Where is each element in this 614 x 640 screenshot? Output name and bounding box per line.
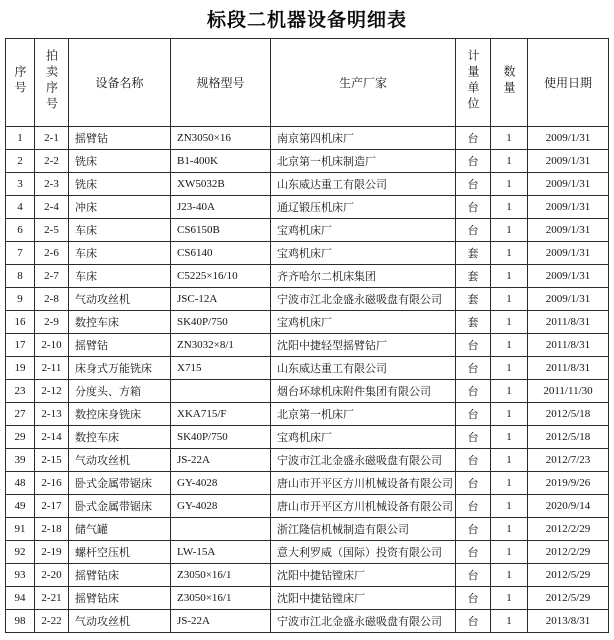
cell: 1 <box>491 518 528 541</box>
header-label: 拍卖序号 <box>44 48 59 113</box>
cell: 摇臂钻 <box>69 334 171 357</box>
header-label: 序号 <box>13 64 27 97</box>
cell <box>171 518 271 541</box>
cell: 2 <box>6 150 35 173</box>
cell: 1 <box>491 426 528 449</box>
cell: 1 <box>491 219 528 242</box>
cell: 沈阳中捷钻镗床厂 <box>271 587 456 610</box>
cell: 1 <box>491 357 528 380</box>
cell: 北京第一机床制造厂 <box>271 150 456 173</box>
cell: 2013/8/31 <box>528 610 609 633</box>
cell: GY-4028 <box>171 472 271 495</box>
cell: 2-12 <box>35 380 69 403</box>
cell: 1 <box>491 265 528 288</box>
cell: 车床 <box>69 265 171 288</box>
cell: 台 <box>456 426 491 449</box>
cell: 2009/1/31 <box>528 127 609 150</box>
cell: 49 <box>6 495 35 518</box>
table-row <box>6 265 609 288</box>
cell: 2-2 <box>35 150 69 173</box>
cell: 2-11 <box>35 357 69 380</box>
cell: 数控车床 <box>69 426 171 449</box>
cell: 2009/1/31 <box>528 196 609 219</box>
cell: 1 <box>491 311 528 334</box>
header-label: 使用日期 <box>543 76 592 90</box>
cell: Z3050×16/1 <box>171 587 271 610</box>
cell: 16 <box>6 311 35 334</box>
cell: 台 <box>456 173 491 196</box>
equipment-table <box>5 38 609 633</box>
cell: 2012/7/23 <box>528 449 609 472</box>
table-row <box>6 472 609 495</box>
cell: 套 <box>456 265 491 288</box>
cell: 台 <box>456 587 491 610</box>
cell: 意大利罗威（国际）投资有限公司 <box>271 541 456 564</box>
cell: 8 <box>6 265 35 288</box>
table-body <box>6 127 609 633</box>
table-row <box>6 173 609 196</box>
cell: 台 <box>456 472 491 495</box>
table-row <box>6 196 609 219</box>
cell: 19 <box>6 357 35 380</box>
cell: 39 <box>6 449 35 472</box>
cell: 螺杆空压机 <box>69 541 171 564</box>
cell: 台 <box>456 518 491 541</box>
table-row <box>6 242 609 265</box>
cell: J23-40A <box>171 196 271 219</box>
table-row <box>6 403 609 426</box>
cell: 1 <box>491 334 528 357</box>
cell: 23 <box>6 380 35 403</box>
cell: 98 <box>6 610 35 633</box>
cell: XW5032B <box>171 173 271 196</box>
cell: 山东威达重工有限公司 <box>271 173 456 196</box>
cell: 93 <box>6 564 35 587</box>
cell: 2-9 <box>35 311 69 334</box>
header-cell-3 <box>171 39 271 127</box>
cell: 冲床 <box>69 196 171 219</box>
cell: C5225×16/10 <box>171 265 271 288</box>
cell: 宝鸡机床厂 <box>271 426 456 449</box>
cell: 台 <box>456 357 491 380</box>
cell: 摇臂钻 <box>69 127 171 150</box>
cell: JS-22A <box>171 449 271 472</box>
cell: 2-19 <box>35 541 69 564</box>
cell: 2-3 <box>35 173 69 196</box>
cell: 2-20 <box>35 564 69 587</box>
cell: 通辽锻压机床厂 <box>271 196 456 219</box>
cell: 宁波市江北金盛永磁吸盘有限公司 <box>271 449 456 472</box>
cell: 48 <box>6 472 35 495</box>
cell: 2011/8/31 <box>528 311 609 334</box>
cell: SK40P/750 <box>171 311 271 334</box>
cell: 2019/9/26 <box>528 472 609 495</box>
cell: 宝鸡机床厂 <box>271 242 456 265</box>
table-row <box>6 219 609 242</box>
table-row <box>6 541 609 564</box>
cell: 套 <box>456 288 491 311</box>
cell: 山东威达重工有限公司 <box>271 357 456 380</box>
cell: 2-17 <box>35 495 69 518</box>
cell: 唐山市开平区方川机械设备有限公司 <box>271 472 456 495</box>
cell: 摇臂钻床 <box>69 564 171 587</box>
cell: 2020/9/14 <box>528 495 609 518</box>
cell: 台 <box>456 150 491 173</box>
header-label: 设备名称 <box>95 76 144 90</box>
table-row <box>6 495 609 518</box>
cell: 台 <box>456 564 491 587</box>
cell: 2-1 <box>35 127 69 150</box>
cell: 2012/2/29 <box>528 518 609 541</box>
cell: 气动攻丝机 <box>69 449 171 472</box>
cell: 27 <box>6 403 35 426</box>
cell: 南京第四机床厂 <box>271 127 456 150</box>
cell: 沈阳中捷钻镗床厂 <box>271 564 456 587</box>
cell: 宁波市江北金盛永磁吸盘有限公司 <box>271 288 456 311</box>
cell: 1 <box>491 449 528 472</box>
cell: 宝鸡机床厂 <box>271 219 456 242</box>
header-cell-7 <box>528 39 609 127</box>
cell: 2-18 <box>35 518 69 541</box>
cell: 台 <box>456 219 491 242</box>
cell: 沈阳中捷轻型摇臂钻厂 <box>271 334 456 357</box>
cell: 台 <box>456 449 491 472</box>
cell: CS6150B <box>171 219 271 242</box>
cell: 2009/1/31 <box>528 173 609 196</box>
cell: 4 <box>6 196 35 219</box>
cell: 齐齐哈尔二机床集团 <box>271 265 456 288</box>
header-cell-6 <box>491 39 528 127</box>
cell: 2012/5/18 <box>528 403 609 426</box>
header-label: 生产厂家 <box>338 76 387 90</box>
cell: 台 <box>456 541 491 564</box>
cell: 2-10 <box>35 334 69 357</box>
cell: 宝鸡机床厂 <box>271 311 456 334</box>
cell: 铣床 <box>69 150 171 173</box>
cell: 2-4 <box>35 196 69 219</box>
cell: 9 <box>6 288 35 311</box>
cell: 1 <box>491 472 528 495</box>
cell: 烟台环球机床附件集团有限公司 <box>271 380 456 403</box>
cell: 1 <box>6 127 35 150</box>
cell: 1 <box>491 288 528 311</box>
cell: 2-7 <box>35 265 69 288</box>
cell: 94 <box>6 587 35 610</box>
cell: 2011/8/31 <box>528 357 609 380</box>
cell: 91 <box>6 518 35 541</box>
table-row <box>6 426 609 449</box>
cell: 2-5 <box>35 219 69 242</box>
cell: 1 <box>491 173 528 196</box>
table-row <box>6 564 609 587</box>
cell: 1 <box>491 196 528 219</box>
cell: 台 <box>456 334 491 357</box>
cell: 2-8 <box>35 288 69 311</box>
cell: 车床 <box>69 242 171 265</box>
cell: GY-4028 <box>171 495 271 518</box>
page-title: 标段二机器设备明细表 <box>206 10 407 31</box>
cell: 数控车床 <box>69 311 171 334</box>
header-cell-2 <box>69 39 171 127</box>
cell: 套 <box>456 311 491 334</box>
cell: 台 <box>456 610 491 633</box>
cell: 2-14 <box>35 426 69 449</box>
cell: 1 <box>491 564 528 587</box>
cell: SK40P/750 <box>171 426 271 449</box>
header-label: 规格型号 <box>196 76 245 90</box>
table-row <box>6 311 609 334</box>
cell: 2-6 <box>35 242 69 265</box>
cell: 1 <box>491 150 528 173</box>
cell: 唐山市开平区方川机械设备有限公司 <box>271 495 456 518</box>
cell: 1 <box>491 495 528 518</box>
cell: 数控床身铣床 <box>69 403 171 426</box>
cell: 铣床 <box>69 173 171 196</box>
table-row <box>6 518 609 541</box>
cell: 2012/5/18 <box>528 426 609 449</box>
cell: 卧式金属带锯床 <box>69 495 171 518</box>
cell: 6 <box>6 219 35 242</box>
cell: 1 <box>491 610 528 633</box>
table-row <box>6 449 609 472</box>
table-row <box>6 380 609 403</box>
cell: 1 <box>491 242 528 265</box>
cell: 2-22 <box>35 610 69 633</box>
cell: 浙江隆信机械制造有限公司 <box>271 518 456 541</box>
cell: 7 <box>6 242 35 265</box>
table-row <box>6 127 609 150</box>
cell: 2-21 <box>35 587 69 610</box>
header-row <box>6 39 609 127</box>
cell: CS6140 <box>171 242 271 265</box>
header-label: 计量单位 <box>466 48 480 113</box>
cell: 2012/5/29 <box>528 587 609 610</box>
table-header <box>6 39 609 127</box>
cell: 台 <box>456 127 491 150</box>
cell: X715 <box>171 357 271 380</box>
header-cell-0 <box>6 39 35 127</box>
cell: 2009/1/31 <box>528 265 609 288</box>
cell <box>171 380 271 403</box>
cell: ZN3050×16 <box>171 127 271 150</box>
cell: 摇臂钻床 <box>69 587 171 610</box>
header-cell-5 <box>456 39 491 127</box>
cell: 北京第一机床厂 <box>271 403 456 426</box>
cell: 2009/1/31 <box>528 219 609 242</box>
table-row <box>6 150 609 173</box>
cell: 1 <box>491 403 528 426</box>
cell: 1 <box>491 541 528 564</box>
cell: 2012/5/29 <box>528 564 609 587</box>
table-row <box>6 334 609 357</box>
cell: 2-15 <box>35 449 69 472</box>
cell: 台 <box>456 380 491 403</box>
cell: LW-15A <box>171 541 271 564</box>
cell: 台 <box>456 403 491 426</box>
header-cell-4 <box>271 39 456 127</box>
cell: 储气罐 <box>69 518 171 541</box>
cell: 2011/8/31 <box>528 334 609 357</box>
cell: 1 <box>491 127 528 150</box>
header-label: 数量 <box>502 64 516 97</box>
cell: 套 <box>456 242 491 265</box>
header-cell-1 <box>35 39 69 127</box>
cell: ZN3032×8/1 <box>171 334 271 357</box>
cell: 宁波市江北金盛永磁吸盘有限公司 <box>271 610 456 633</box>
cell: 3 <box>6 173 35 196</box>
cell: 1 <box>491 587 528 610</box>
table-row <box>6 357 609 380</box>
cell: B1-400K <box>171 150 271 173</box>
cell: 17 <box>6 334 35 357</box>
cell: XKA715/F <box>171 403 271 426</box>
cell: Z3050×16/1 <box>171 564 271 587</box>
table-row <box>6 587 609 610</box>
cell: 台 <box>456 495 491 518</box>
cell: 台 <box>456 196 491 219</box>
cell: 2009/1/31 <box>528 288 609 311</box>
cell: 29 <box>6 426 35 449</box>
cell: 2009/1/31 <box>528 242 609 265</box>
cell: 2011/11/30 <box>528 380 609 403</box>
cell: 1 <box>491 380 528 403</box>
cell: 2012/2/29 <box>528 541 609 564</box>
cell: 92 <box>6 541 35 564</box>
cell: 床身式万能铣床 <box>69 357 171 380</box>
cell: 卧式金属带锯床 <box>69 472 171 495</box>
cell: 分度头、方箱 <box>69 380 171 403</box>
cell: JSC-12A <box>171 288 271 311</box>
cell: 2009/1/31 <box>528 150 609 173</box>
table-row <box>6 288 609 311</box>
cell: 气动攻丝机 <box>69 610 171 633</box>
table-row <box>6 610 609 633</box>
cell: 2-13 <box>35 403 69 426</box>
cell: JS-22A <box>171 610 271 633</box>
cell: 2-16 <box>35 472 69 495</box>
cell: 气动攻丝机 <box>69 288 171 311</box>
cell: 车床 <box>69 219 171 242</box>
